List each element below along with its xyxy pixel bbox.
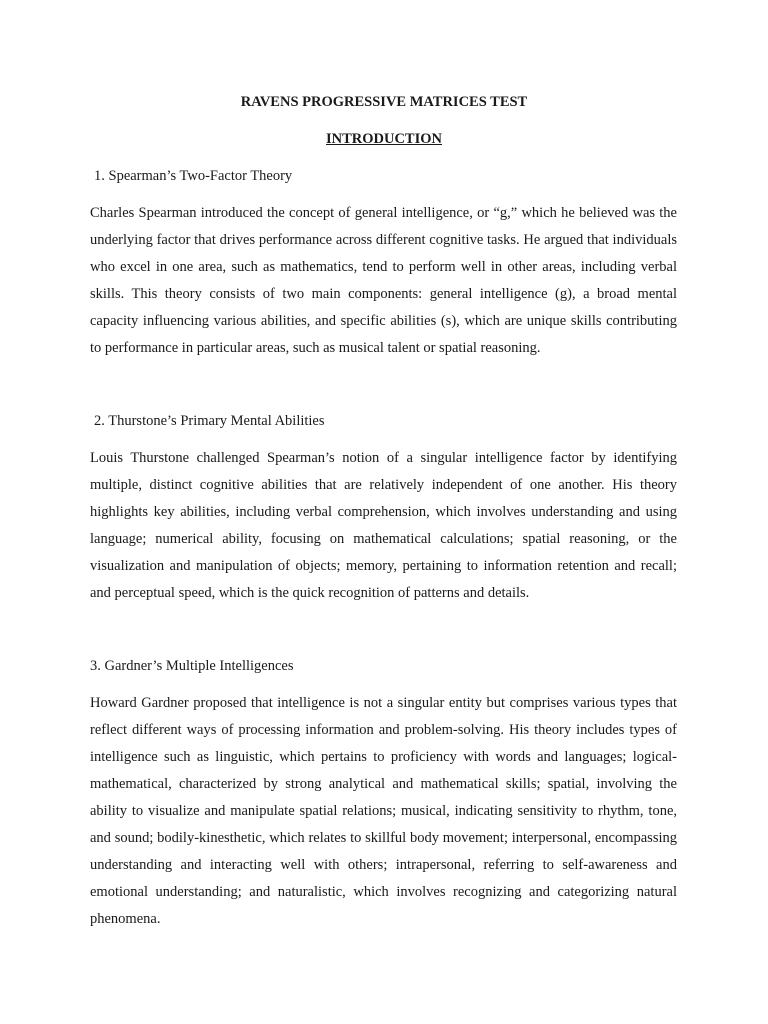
section-heading-thurstone: 2. Thurstone’s Primary Mental Abilities [94, 413, 325, 429]
section-paragraph-gardner: Howard Gardner proposed that intelligence is not a singular entity but comprises various types that reflect different ways of processing information and problem-solving. His theory includes types of intelligence such as linguistic, which pertains to proficiency with words and languages; logical-mathematical, characterized by strong analytical and mathematical skills; spatial, involving the ability to visualize and manipulate spatial relations; musical, indicating sensitivity to rhythm, tone, and sound; bodily-kinesthetic, which relates to skillful body movement; interpersonal, encompassing understanding and interacting well with others; intrapersonal, referring to self-awareness and emotional understanding; and naturalistic, which involves recognizing and categorizing natural phenomena. [90, 695, 677, 927]
section-paragraph-spearman: Charles Spearman introduced the concept of general intelligence, or “g,” which he believed was the underlying factor that drives performance across different cognitive tasks. He argued that individuals who excel in one area, such as mathematics, tend to perform well in other areas, including verbal skills. This theory consists of two main components: general intelligence (g), a broad mental capacity influencing various abilities, and specific abilities (s), which are unique skills contributing to performance in particular areas, such as musical talent or spatial reasoning. [90, 205, 677, 356]
section-heading-gardner: 3. Gardner’s Multiple Intelligences [90, 658, 294, 674]
section-heading-spearman: 1. Spearman’s Two-Factor Theory [94, 168, 293, 184]
document-subtitle: INTRODUCTION [325, 131, 442, 147]
section-paragraph-thurstone: Louis Thurstone challenged Spearman’s notion of a singular intelligence factor by identifying multiple, distinct cognitive abilities that are relatively independent of one another. His theory highlights key abilities, including verbal comprehension, which involves understanding and using language; numerical ability, focusing on mathematical calculations; spatial reasoning, or the visualization and manipulation of objects; memory, pertaining to information retention and recall; and perceptual speed, which is the quick recognition of patterns and details. [90, 450, 677, 601]
document-title: RAVENS PROGRESSIVE MATRICES TEST [240, 94, 528, 110]
